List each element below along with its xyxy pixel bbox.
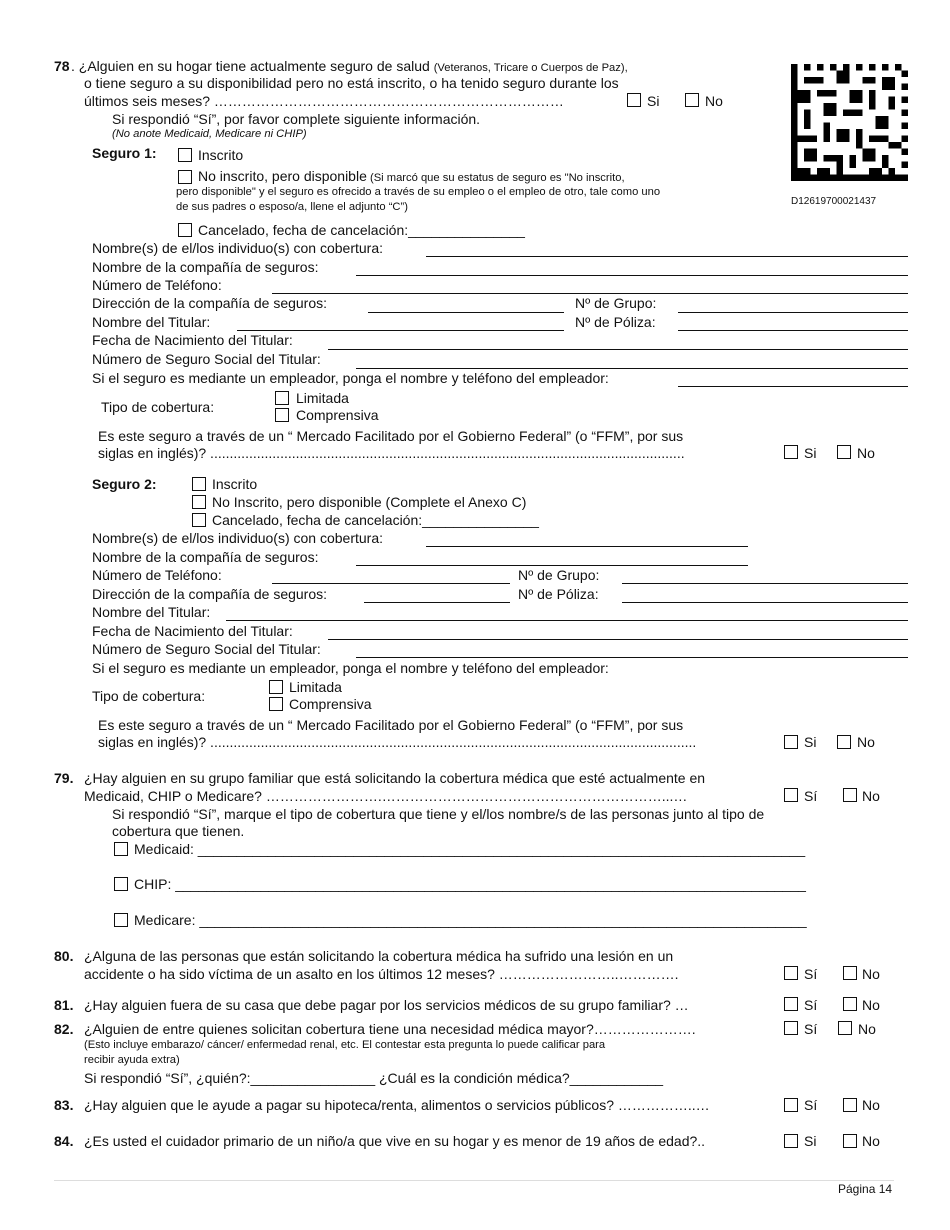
seguro2-titular-field[interactable] <box>226 620 908 621</box>
seguro1-ffm-no-label: No <box>857 445 875 461</box>
seguro2-ffm-no-checkbox[interactable] <box>837 735 851 749</box>
seguro2-comprensiva-checkbox[interactable] <box>269 697 283 711</box>
seguro2-telefono-field[interactable] <box>272 583 510 584</box>
seguro2-poliza-field[interactable] <box>622 602 908 603</box>
q80-line1: ¿Alguna de las personas que están solicitando la cobertura médica ha sufrido una lesión en un <box>84 948 674 964</box>
seguro2-limitada-checkbox[interactable] <box>269 680 283 694</box>
seguro1-comprensiva-label: Comprensiva <box>296 407 379 423</box>
seguro1-ssn-field[interactable] <box>356 368 908 369</box>
q79-line1: ¿Hay alguien en su grupo familiar que está solicitando la cobertura médica que esté actualmente en <box>84 770 706 786</box>
q79-medicare-label: Medicare: ______________________________________________________________________________ <box>134 912 807 928</box>
q78-line3: últimos seis meses? ………………………………………………………………… <box>84 93 564 109</box>
q79-no-checkbox[interactable] <box>843 788 857 802</box>
q79-instruction1: Si respondió “Sí”, marque el tipo de cobertura que tiene y el/los nombre/s de las personas junto al tipo de <box>112 806 765 822</box>
seguro2-nombres-field[interactable] <box>426 546 748 547</box>
seguro2-grupo-field[interactable] <box>622 583 908 584</box>
seguro1-limitada-label: Limitada <box>296 390 349 406</box>
q84-line1: ¿Es usted el cuidador primario de un niño/a que vive en su hogar y es menor de 19 años de edad?.. <box>84 1133 706 1149</box>
seguro2-nacimiento-label: Fecha de Nacimiento del Titular: <box>92 623 293 639</box>
q81-no-checkbox[interactable] <box>843 997 857 1011</box>
q81-yes-label: Sí <box>804 997 818 1013</box>
q84-no-label: No <box>862 1133 880 1149</box>
seguro1-direccion-label: Dirección de la compañía de seguros: <box>92 295 328 311</box>
q79-yes-label: Sí <box>804 788 818 804</box>
q78-yes-label: Si <box>647 93 660 109</box>
seguro1-direccion-field[interactable] <box>368 312 564 313</box>
seguro1-note-line3: de sus padres o esposo/a, llene el adjunto “C”) <box>176 201 408 213</box>
seguro2-cancelado-checkbox[interactable] <box>192 513 206 527</box>
q83-no-label: No <box>862 1097 880 1113</box>
seguro1-inscrito-checkbox[interactable] <box>178 148 192 162</box>
seguro2-ffm-yes-label: Si <box>804 734 817 750</box>
q84-no-checkbox[interactable] <box>843 1134 857 1148</box>
q80-no-label: No <box>862 966 880 982</box>
q84-yes-label: Si <box>804 1133 817 1149</box>
seguro1-ffm-yes-checkbox[interactable] <box>784 445 798 459</box>
seguro1-telefono-field[interactable] <box>272 293 908 294</box>
q80-no-checkbox[interactable] <box>843 966 857 980</box>
seguro2-cancelado-label: Cancelado, fecha de cancelación:_______________ <box>212 512 539 528</box>
seguro1-titular-field[interactable] <box>237 330 564 331</box>
seguro2-ffm-line1: Es este seguro a través de un “ Mercado Facilitado por el Gobierno Federal” (o “FFM”, por sus <box>98 717 684 733</box>
page-number: Página 14 <box>838 1182 893 1196</box>
seguro1-nombres-field[interactable] <box>426 256 908 257</box>
seguro2-titular-label: Nombre del Titular: <box>92 604 211 620</box>
q78-line1: . ¿Alguien en su hogar tiene actualmente seguro de salud (Veteranos, Tricare o Cuerpos de Paz), <box>71 58 628 74</box>
q79-medicaid-label: Medicaid: ______________________________________________________________________________ <box>134 841 806 857</box>
q78-instruction: Si respondió “Sí”, por favor complete siguiente información. <box>112 111 481 127</box>
footer-divider <box>54 1180 894 1181</box>
seguro2-tipo-label: Tipo de cobertura: <box>92 688 206 704</box>
q79-number: 79. <box>54 770 74 786</box>
seguro1-telefono-label: Número de Teléfono: <box>92 277 222 293</box>
seguro1-note-line2: pero disponible" y el seguro es ofrecido a través de su empleo o el empleo de otro, tale como uno <box>176 186 661 198</box>
q79-chip-checkbox[interactable] <box>114 877 128 891</box>
seguro1-compania-field[interactable] <box>356 275 908 276</box>
q82-no-label: No <box>858 1021 876 1037</box>
seguro1-ffm-line2: siglas en inglés)? .......................................................................................................................... <box>98 445 685 461</box>
q82-number: 82. <box>54 1021 74 1037</box>
q80-number: 80. <box>54 948 74 964</box>
seguro2-nombres-label: Nombre(s) de el/los individuo(s) con cobertura: <box>92 530 384 546</box>
seguro1-grupo-label: Nº de Grupo: <box>575 295 657 311</box>
barcode-id: D12619700021437 <box>791 196 877 207</box>
q81-yes-checkbox[interactable] <box>784 997 798 1011</box>
seguro1-comprensiva-checkbox[interactable] <box>275 408 289 422</box>
q82-yes-checkbox[interactable] <box>784 1021 798 1035</box>
q84-yes-checkbox[interactable] <box>784 1134 798 1148</box>
seguro2-inscrito-label: Inscrito <box>212 476 258 492</box>
seguro1-cancelado-checkbox[interactable] <box>178 223 192 237</box>
seguro2-empleador-label: Si el seguro es mediante un empleador, ponga el nombre y teléfono del empleador: <box>92 660 609 676</box>
seguro2-title: Seguro 2: <box>92 476 157 492</box>
seguro2-ffm-line2: siglas en inglés)? ............................................................................................................................. <box>98 734 697 750</box>
q78-yes-checkbox[interactable] <box>627 93 641 107</box>
seguro2-ssn-label: Número de Seguro Social del Titular: <box>92 641 321 657</box>
seguro1-ffm-no-checkbox[interactable] <box>837 445 851 459</box>
seguro1-tipo-label: Tipo de cobertura: <box>101 399 215 415</box>
q82-yes-label: Sí <box>804 1021 818 1037</box>
q84-number: 84. <box>54 1133 74 1149</box>
seguro1-poliza-field[interactable] <box>678 330 908 331</box>
seguro2-inscrito-checkbox[interactable] <box>192 477 206 491</box>
seguro2-direccion-field[interactable] <box>364 602 510 603</box>
q83-no-checkbox[interactable] <box>843 1098 857 1112</box>
seguro1-inscrito-label: Inscrito <box>198 147 244 163</box>
q81-number: 81. <box>54 997 74 1013</box>
q82-line1: ¿Alguien de entre quienes solicitan cobertura tiene una necesidad médica mayor?…………………. <box>84 1021 696 1037</box>
q80-yes-checkbox[interactable] <box>784 966 798 980</box>
seguro1-empleador-label: Si el seguro es mediante un empleador, ponga el nombre y teléfono del empleador: <box>92 370 609 386</box>
q83-yes-label: Sí <box>804 1097 818 1113</box>
q79-medicare-checkbox[interactable] <box>114 913 128 927</box>
seguro2-ssn-field[interactable] <box>356 657 908 658</box>
q82-note2: recibir ayuda extra) <box>84 1054 180 1066</box>
seguro1-no-inscrito-checkbox[interactable] <box>178 170 192 184</box>
seguro1-poliza-label: Nº de Póliza: <box>575 314 656 330</box>
q78-no-label: No <box>705 93 723 109</box>
seguro1-titular-label: Nombre del Titular: <box>92 314 211 330</box>
q82-line3: Si respondió “Sí”, ¿quién?:________________ ¿Cuál es la condición médica?____________ <box>84 1070 664 1086</box>
seguro2-poliza-label: Nº de Póliza: <box>518 586 599 602</box>
seguro1-limitada-checkbox[interactable] <box>275 391 289 405</box>
seguro2-ffm-yes-checkbox[interactable] <box>784 735 798 749</box>
q79-line2: Medicaid, CHIP o Medicare? …………………….……………………………………………………...… <box>84 788 688 804</box>
datamatrix-barcode <box>791 64 908 181</box>
seguro2-grupo-label: Nº de Grupo: <box>518 567 600 583</box>
q79-instruction2: cobertura que tienen. <box>112 823 245 839</box>
seguro1-nacimiento-label: Fecha de Nacimiento del Titular: <box>92 332 293 348</box>
seguro1-title: Seguro 1: <box>92 145 157 161</box>
q78-number: 78 <box>54 58 70 74</box>
seguro2-comprensiva-label: Comprensiva <box>289 696 372 712</box>
q83-number: 83. <box>54 1097 74 1113</box>
seguro1-ffm-line1: Es este seguro a través de un “ Mercado Facilitado por el Gobierno Federal” (o “FFM”, por sus <box>98 428 684 444</box>
q79-yes-checkbox[interactable] <box>784 788 798 802</box>
q80-line2: accidente o ha sido víctima de un asalto en los últimos 12 meses? ……………………..…………. <box>84 966 679 982</box>
seguro1-grupo-field[interactable] <box>678 312 908 313</box>
seguro1-empleador-field[interactable] <box>678 386 908 387</box>
seguro1-ffm-yes-label: Si <box>804 445 817 461</box>
seguro1-compania-label: Nombre de la compañía de seguros: <box>92 259 319 275</box>
q79-medicaid-checkbox[interactable] <box>114 842 128 856</box>
q79-no-label: No <box>862 788 880 804</box>
seguro2-ffm-no-label: No <box>857 734 875 750</box>
seguro1-no-inscrito-label: No inscrito, pero disponible (Si marcó que su estatus de seguro es "No inscrito, <box>198 168 625 184</box>
seguro1-nacimiento-field[interactable] <box>328 349 908 350</box>
q82-note1: (Esto incluye embarazo/ cáncer/ enfermedad renal, etc. El contestar esta pregunta lo puede calificar para <box>84 1039 606 1051</box>
seguro1-nombres-label: Nombre(s) de el/los individuo(s) con cobertura: <box>92 240 384 256</box>
seguro2-telefono-label: Número de Teléfono: <box>92 567 222 583</box>
q79-chip-label: CHIP: _________________________________________________________________________________ <box>134 876 806 892</box>
q82-no-checkbox[interactable] <box>838 1021 852 1035</box>
seguro2-no-inscrito-label: No Inscrito, pero disponible (Complete el Anexo C) <box>212 494 527 510</box>
seguro2-compania-label: Nombre de la compañía de seguros: <box>92 549 319 565</box>
q78-no-checkbox[interactable] <box>685 93 699 107</box>
seguro1-cancelado-label: Cancelado, fecha de cancelación:_______________ <box>198 222 525 238</box>
q83-line1: ¿Hay alguien que le ayude a pagar su hipoteca/renta, alimentos o servicios públicos? ……………..… <box>84 1097 710 1113</box>
seguro2-nacimiento-field[interactable] <box>328 639 908 640</box>
seguro2-limitada-label: Limitada <box>289 679 342 695</box>
q81-no-label: No <box>862 997 880 1013</box>
q83-yes-checkbox[interactable] <box>784 1098 798 1112</box>
seguro2-compania-field[interactable] <box>356 565 748 566</box>
q78-instruction-note: (No anote Medicaid, Medicare ni CHIP) <box>112 128 307 140</box>
seguro1-ssn-label: Número de Seguro Social del Titular: <box>92 351 321 367</box>
seguro2-direccion-label: Dirección de la compañía de seguros: <box>92 586 328 602</box>
q78-line2: o tiene seguro a su disponibilidad pero no está inscrito, o ha tenido seguro durante los <box>84 75 619 91</box>
q81-line1: ¿Hay alguien fuera de su casa que debe pagar por los servicios médicos de su grupo familiar? … <box>84 997 689 1013</box>
q80-yes-label: Sí <box>804 966 818 982</box>
seguro2-no-inscrito-checkbox[interactable] <box>192 495 206 509</box>
